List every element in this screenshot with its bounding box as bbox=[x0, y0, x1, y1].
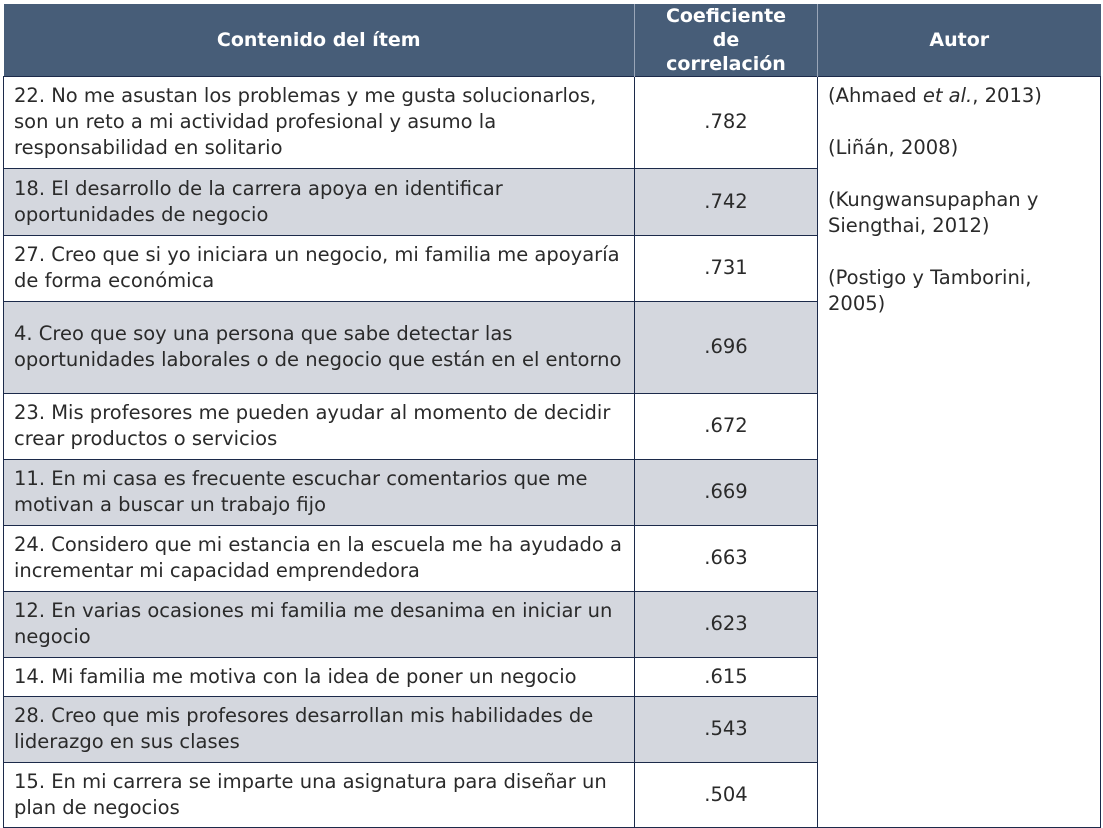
item-coefficient: .663 bbox=[635, 526, 818, 592]
item-content: 24. Considero que mi estancia en la escuela me ha ayudado a incrementar mi capacidad emprendedora bbox=[4, 526, 635, 592]
item-content: 23. Mis profesores me pueden ayudar al momento de decidir crear productos o servicios bbox=[4, 394, 635, 460]
correlation-table bbox=[3, 4, 1101, 828]
item-content: 15. En mi carrera se imparte una asignatura para diseñar un plan de negocios bbox=[4, 763, 635, 828]
item-coefficient: .623 bbox=[635, 592, 818, 658]
item-coefficient: .782 bbox=[635, 77, 818, 169]
header-row bbox=[4, 4, 1101, 77]
table-row bbox=[4, 77, 1101, 169]
header-author: Autor bbox=[818, 4, 1101, 77]
item-content: 18. El desarrollo de la carrera apoya en identificar oportunidades de negocio bbox=[4, 169, 635, 236]
author-4: (Postigo y Tamborini, 2005) bbox=[828, 266, 1032, 315]
authors-cell bbox=[818, 77, 1101, 828]
item-coefficient: .504 bbox=[635, 763, 818, 828]
item-content: 22. No me asustan los problemas y me gusta solucionarlos, son un reto a mi actividad profesional y asumo la responsabilidad en solitario bbox=[4, 77, 635, 169]
item-content: 28. Creo que mis profesores desarrollan mis habilidades de liderazgo en sus clases bbox=[4, 697, 635, 763]
author-2: (Liñán, 2008) bbox=[828, 136, 959, 159]
author-1: (Ahmaed et al., 2013) bbox=[828, 84, 1042, 107]
item-coefficient: .742 bbox=[635, 169, 818, 236]
item-content: 12. En varias ocasiones mi familia me desanima en iniciar un negocio bbox=[4, 592, 635, 658]
item-coefficient: .672 bbox=[635, 394, 818, 460]
item-content: 14. Mi familia me motiva con la idea de poner un negocio bbox=[4, 658, 635, 697]
item-content: 11. En mi casa es frecuente escuchar comentarios que me motivan a buscar un trabajo fijo bbox=[4, 460, 635, 526]
item-coefficient: .731 bbox=[635, 236, 818, 302]
item-coefficient: .696 bbox=[635, 302, 818, 394]
item-content: 27. Creo que si yo iniciara un negocio, mi familia me apoyaría de forma económica bbox=[4, 236, 635, 302]
header-content: Contenido del ítem bbox=[4, 4, 635, 77]
item-coefficient: .543 bbox=[635, 697, 818, 763]
item-coefficient: .615 bbox=[635, 658, 818, 697]
item-content: 4. Creo que soy una persona que sabe detectar las oportunidades laborales o de negocio que están en el entorno bbox=[4, 302, 635, 394]
item-coefficient: .669 bbox=[635, 460, 818, 526]
header-coef: Coeficiente de correlación bbox=[635, 4, 818, 77]
author-3: (Kungwansupaphan y Siengthai, 2012) bbox=[828, 188, 1039, 237]
